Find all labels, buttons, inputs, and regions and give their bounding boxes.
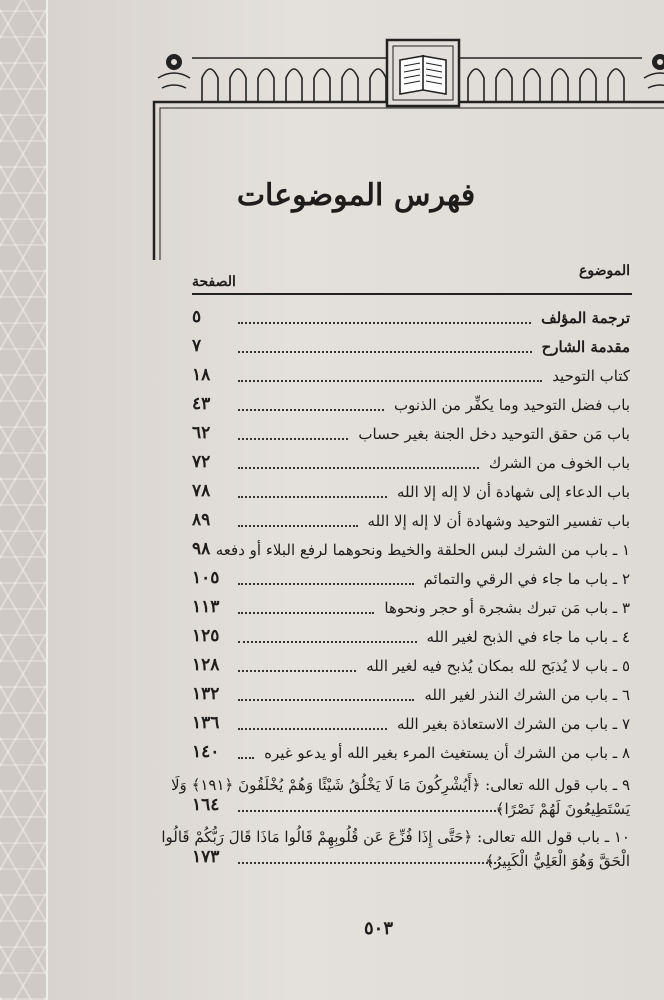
toc-entry [192, 479, 630, 508]
toc-entry [192, 363, 630, 392]
leader-dots [238, 525, 358, 527]
toc-entry-page: ٨٩ [192, 510, 211, 530]
toc-entry-page: ٧ [192, 336, 202, 356]
leader-dots [238, 380, 542, 382]
toc-entry-page: ١٤٠ [192, 742, 220, 762]
toc-entry-title: ٢ ـ باب ما جاء في الرقي والتمائم [423, 570, 630, 588]
leader-dots [238, 496, 387, 498]
leader-dots [238, 670, 356, 672]
toc-entry-title: باب مَن حقق التوحيد دخل الجنة بغير حساب [358, 425, 630, 443]
toc-entry-title: باب فضل التوحيد وما يكفِّر من الذنوب [394, 396, 630, 414]
page [48, 0, 664, 1000]
toc-entry-title: ٣ ـ باب مَن تبرك بشجرة أو حجر ونحوها [384, 599, 630, 617]
page-number: ٥٠٣ [364, 918, 394, 939]
toc-entry-title: باب تفسير التوحيد وشهادة أن لا إله إلا الله [367, 512, 630, 530]
toc-entry-title: ١٠ ـ باب قول الله تعالى: ﴿حَتَّى إِذَا فُزِّعَ عَن قُلُوبِهِمْ قَالُوا مَاذَا قَالَ رَبُّكُمْ قَالُوا الْحَقَّ وَهُوَ الْعَلِيُّ الْكَبِيرُ﴾ [161, 828, 630, 870]
header-ornament-frame [152, 38, 634, 260]
header-divider [192, 293, 632, 295]
toc-entry-title: ٧ ـ باب من الشرك الاستعاذة بغير الله [396, 715, 630, 733]
leader-dots [238, 699, 414, 701]
leader-dots [238, 757, 254, 759]
toc-entry-page: ١٠٥ [192, 568, 220, 588]
leader-dots [238, 351, 532, 353]
toc-entry-page: ١٨ [192, 365, 211, 385]
toc-entry-title: ١ ـ باب من الشرك لبس الحلقة والخيط ونحوهما لرفع البلاء أو دفعه [215, 541, 630, 559]
leader-dots [238, 467, 479, 469]
page-column-label: الصفحة [192, 274, 236, 290]
leader-dots [238, 862, 500, 864]
toc-entry-page: ١٣٦ [192, 713, 220, 733]
toc-entry-title: مقدمة الشارح [541, 338, 630, 356]
toc-entry-title: ٥ ـ باب لا يُذبَح لله بمكان يُذبح فيه لغير الله [366, 657, 630, 675]
toc-entry [192, 566, 630, 595]
toc-entry-page: ١٧٣ [192, 847, 220, 867]
toc-entry [192, 624, 630, 653]
toc-entry-title: باب الدعاء إلى شهادة أن لا إله إلا الله [396, 483, 630, 501]
toc-entry [161, 821, 630, 873]
toc-entry-title: ٩ ـ باب قول الله تعالى: ﴿أَيُشْرِكُونَ مَا لَا يَخْلُقُ شَيْئًا وَهُمْ يُخْلَقُونَ ﴿١٩١﴾ وَلَا يَسْتَطِيعُونَ لَهُمْ نَصْرًا﴾ [171, 776, 630, 818]
toc-entry [192, 305, 630, 334]
toc-entry [192, 537, 630, 566]
leader-dots [238, 728, 387, 730]
toc-entry-page: ١٦٤ [192, 795, 220, 815]
decorative-margin [0, 0, 48, 1000]
toc-entry [192, 334, 630, 363]
toc-entry-page: ٤٣ [192, 394, 211, 414]
toc-entry [192, 682, 630, 711]
topic-column-label: الموضوع [579, 263, 630, 279]
toc-entry [192, 392, 630, 421]
toc-entry-page: ٧٨ [192, 481, 211, 501]
toc-entry [192, 450, 630, 479]
leader-dots [238, 583, 414, 585]
toc-entry-page: ١١٣ [192, 597, 220, 617]
book-icon [387, 40, 459, 106]
toc-entry-page: ٥ [192, 307, 202, 327]
toc-entry-title: ٤ ـ باب ما جاء في الذبح لغير الله [426, 628, 630, 646]
toc-entry-page: ١٢٥ [192, 626, 220, 646]
toc-entry-page: ٩٨ [192, 539, 211, 559]
toc-entry [192, 740, 630, 769]
toc-entry [192, 508, 630, 537]
toc-entry-title: ترجمة المؤلف [541, 309, 630, 327]
leader-dots [238, 322, 531, 324]
column-headers [192, 263, 630, 290]
toc-entry [192, 711, 630, 740]
toc-entry-page: ١٢٨ [192, 655, 220, 675]
toc-entry-page: ٦٢ [192, 423, 211, 443]
toc-entry-title: ٨ ـ باب من الشرك أن يستغيث المرء بغير الله أو يدعو غيره [264, 744, 630, 762]
toc-entry [192, 653, 630, 682]
toc-entry [192, 421, 630, 450]
toc-entry [192, 595, 630, 624]
leader-dots [238, 810, 500, 812]
leader-dots [238, 641, 417, 643]
toc-entry-page: ٧٢ [192, 452, 211, 472]
table-of-contents [161, 305, 630, 873]
toc-entry [171, 769, 630, 821]
leader-dots [238, 409, 384, 411]
toc-entry-title: كتاب التوحيد [552, 367, 630, 385]
toc-entry-title: ٦ ـ باب من الشرك النذر لغير الله [424, 686, 630, 704]
leader-dots [238, 612, 374, 614]
page-title: فهرس الموضوعات [236, 178, 476, 213]
toc-entry-page: ١٣٢ [192, 684, 220, 704]
toc-entry-title: باب الخوف من الشرك [488, 454, 630, 472]
leader-dots [238, 438, 348, 440]
